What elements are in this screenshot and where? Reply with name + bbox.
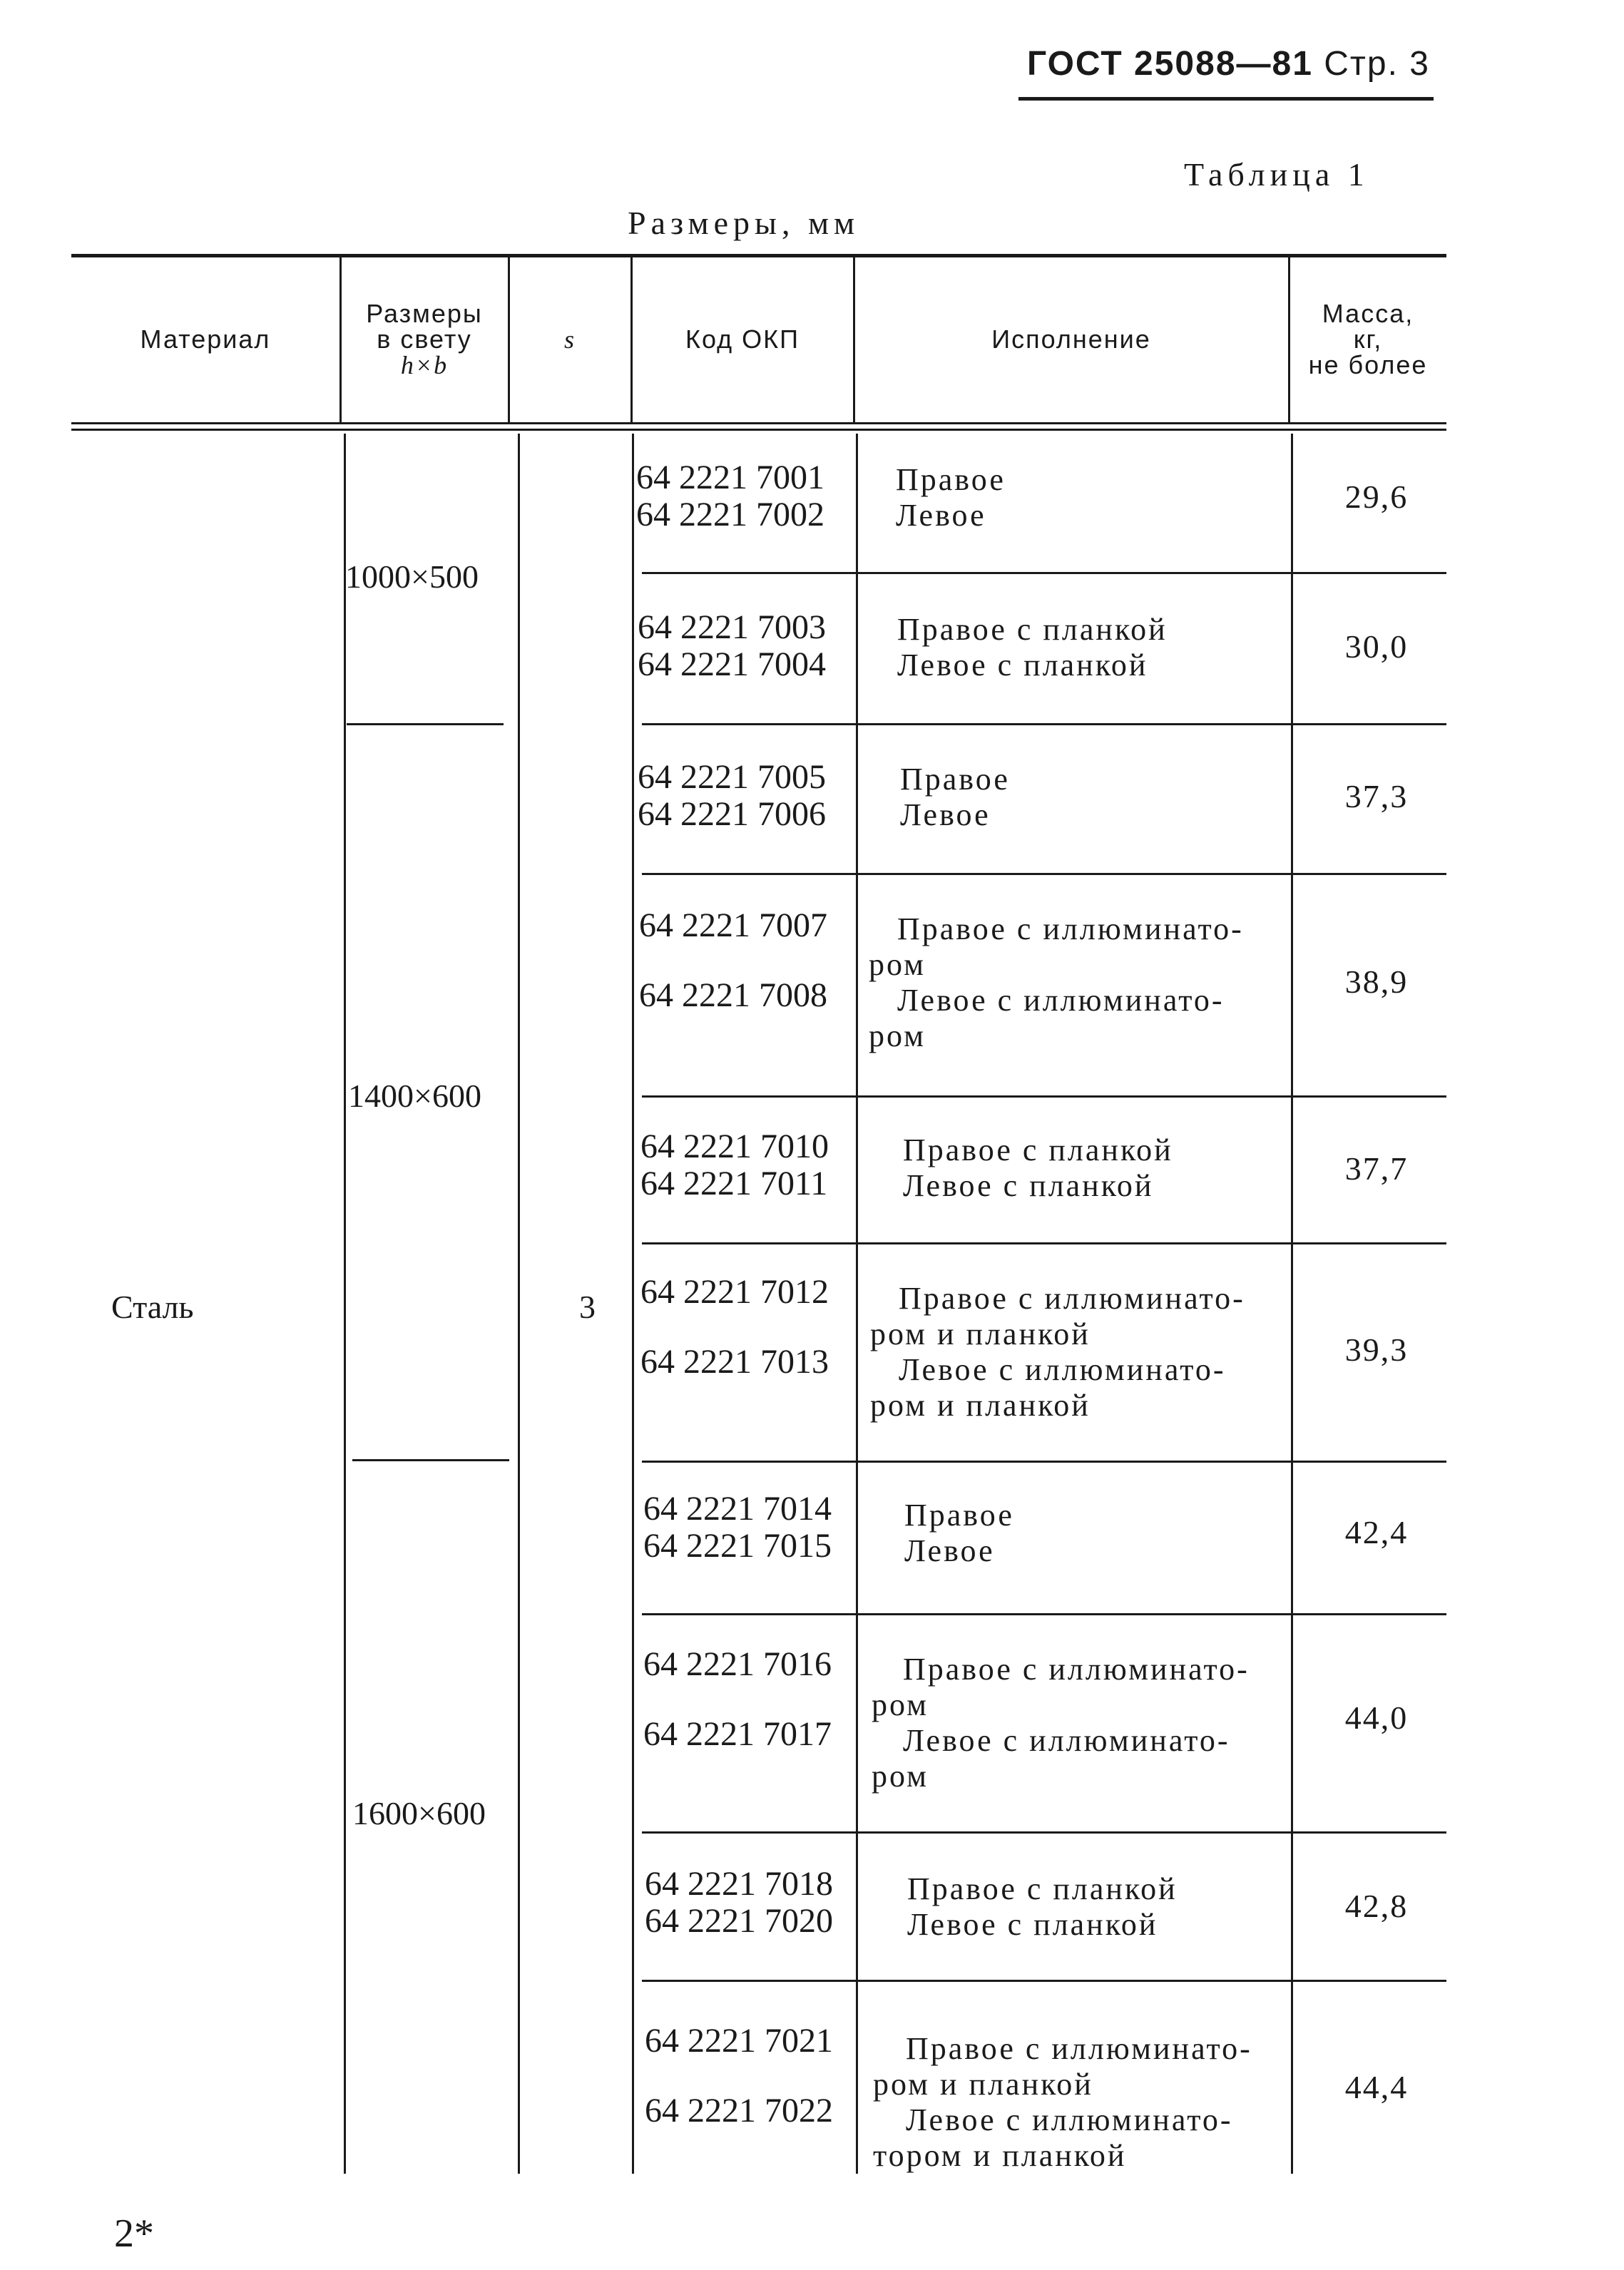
table-row-codes: 64 2221 7018 64 2221 7020 xyxy=(645,1865,833,1940)
table-caption: Таблица 1 xyxy=(1184,156,1369,193)
col-divider xyxy=(856,434,858,2174)
table-row-execution: Правое Левое xyxy=(904,1498,1014,1568)
table-row-codes: 64 2221 7001 64 2221 7002 xyxy=(636,459,824,533)
col-header-size: Размеры в свету h×b xyxy=(366,299,483,379)
col-divider xyxy=(344,434,346,2174)
col-header-s: s xyxy=(563,325,576,354)
material-cell: Сталь xyxy=(111,1289,194,1325)
header-double-rule-2 xyxy=(71,429,1446,431)
table-row-codes: 64 2221 7021 64 2221 7022 xyxy=(645,2022,833,2130)
table-row-execution: Правое с планкой Левое с планкой xyxy=(903,1133,1173,1203)
size-group-rule xyxy=(347,723,504,725)
table-row-codes: 64 2221 7016 64 2221 7017 xyxy=(643,1645,832,1753)
size-group-rule xyxy=(352,1459,509,1461)
table-row-mass: 42,8 xyxy=(1344,1888,1409,1924)
table-row-mass: 30,0 xyxy=(1344,628,1409,665)
row-rule xyxy=(642,1613,1446,1615)
table-row-execution: Правое Левое xyxy=(900,762,1010,832)
row-rule xyxy=(642,1095,1446,1098)
header-rule xyxy=(1018,97,1434,101)
table-row-execution: Правое с планкой Левое с планкой xyxy=(907,1871,1178,1942)
table-row-execution: Правое с планкой Левое с планкой xyxy=(897,612,1168,682)
col-header-mass: Масса, кг, не более xyxy=(1308,299,1428,379)
table-row-mass: 44,4 xyxy=(1344,2069,1409,2105)
table-row-mass: 44,0 xyxy=(1344,1699,1409,1736)
table-row-codes: 64 2221 7012 64 2221 7013 xyxy=(640,1273,829,1381)
row-rule xyxy=(642,1461,1446,1463)
row-rule xyxy=(642,572,1446,574)
row-rule xyxy=(642,1831,1446,1834)
table-row-codes: 64 2221 7005 64 2221 7006 xyxy=(638,758,826,833)
row-rule xyxy=(642,873,1446,875)
size-cell: 1600×600 xyxy=(352,1795,486,1831)
table-row-execution: Правое с иллюминато- ром и планкой Левое с иллюминато- тором и планкой xyxy=(873,2031,1252,2173)
col-header-material: Материал xyxy=(140,324,271,354)
table-row-mass: 39,3 xyxy=(1344,1331,1409,1368)
table-row-codes: 64 2221 7010 64 2221 7011 xyxy=(640,1128,829,1202)
page-footer-signature: 2* xyxy=(114,2212,154,2256)
row-rule xyxy=(642,1242,1446,1244)
page-header xyxy=(1027,44,1430,83)
table-row-mass: 29,6 xyxy=(1344,479,1409,515)
table-row-execution: Правое с иллюминато- ром и планкой Левое с иллюминато- ром и планкой xyxy=(870,1281,1245,1423)
col-divider xyxy=(518,434,520,2174)
row-rule xyxy=(642,723,1446,725)
table-row-codes: 64 2221 7014 64 2221 7015 xyxy=(643,1490,832,1565)
table-row-mass: 42,4 xyxy=(1344,1514,1409,1550)
gost-number: ГОСТ 25088—81 xyxy=(1027,45,1313,83)
table-row-mass: 37,3 xyxy=(1344,778,1409,814)
page-number: Стр. 3 xyxy=(1324,45,1430,83)
table-row-codes: 64 2221 7003 64 2221 7004 xyxy=(638,608,826,683)
table-row-mass: 37,7 xyxy=(1344,1150,1409,1187)
s-value-cell: 3 xyxy=(579,1289,596,1325)
col-header-code: Код ОКП xyxy=(685,324,800,354)
size-cell: 1000×500 xyxy=(345,558,479,595)
header-double-rule-1 xyxy=(71,422,1446,424)
table-subtitle: Размеры, мм xyxy=(628,205,860,241)
table-row-execution: Правое Левое xyxy=(896,462,1006,533)
table-row-execution: Правое с иллюминато- ром Левое с иллюминато- ром xyxy=(869,911,1244,1053)
col-header-execution: Исполнение xyxy=(991,324,1151,354)
col-divider xyxy=(632,434,634,2174)
table-row-mass: 38,9 xyxy=(1344,963,1409,1000)
row-rule xyxy=(642,1980,1446,1982)
table-row-codes: 64 2221 7007 64 2221 7008 xyxy=(639,906,827,1014)
size-cell: 1400×600 xyxy=(348,1078,481,1114)
table-row-execution: Правое с иллюминато- ром Левое с иллюминато- ром xyxy=(872,1652,1250,1794)
